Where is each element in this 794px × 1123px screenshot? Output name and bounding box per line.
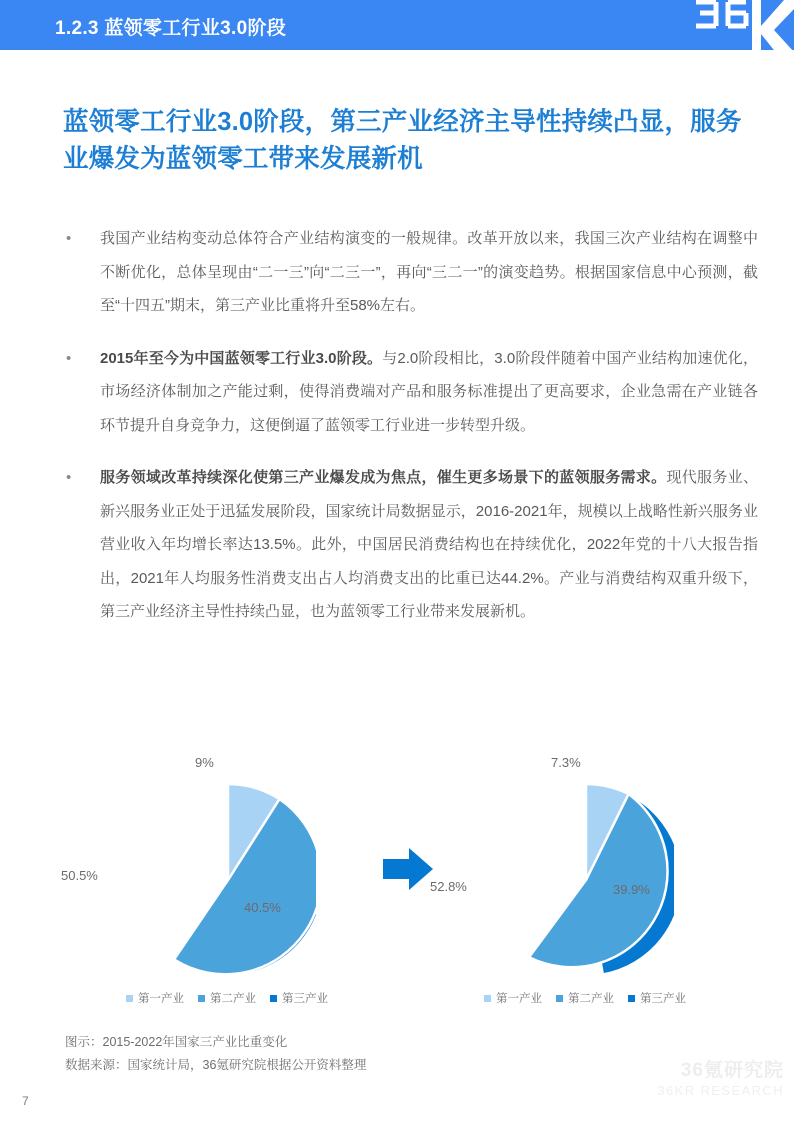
legend-item-second-industry[interactable] <box>198 990 256 1006</box>
pie-label-third-industry: 52.8% <box>430 879 467 894</box>
legend-item-second-industry[interactable] <box>556 990 614 1006</box>
pie-legend-2022 <box>420 990 750 1006</box>
watermark <box>604 1061 784 1098</box>
transition-arrow <box>383 848 433 890</box>
bullet-lead: 服务领域改革持续深化使第三产业爆发成为焦点，催生更多场景下的蓝领服务需求。 <box>100 469 667 486</box>
legend-item-third-industry[interactable] <box>270 990 328 1006</box>
pie-label-third-industry: 50.5% <box>61 868 98 883</box>
bullet-text: 与2.0阶段相比，3.0阶段伴随着中国产业结构加速优化，市场经济体制加之产能过剩，使得消费端对产品和服务标准提出了更高要求，企业急需在产业链各环节提升自身竞争力，这便倒逼了蓝领零工行业进一步转型升级。 <box>100 349 758 434</box>
legend-swatch-icon <box>198 995 205 1002</box>
legend-label: 第二产业 <box>210 993 256 1005</box>
figure-caption <box>65 1031 366 1077</box>
legend-swatch-icon <box>556 995 563 1002</box>
bullet-text: 现代服务业、新兴服务业正处于迅猛发展阶段，国家统计局数据显示，2016-2021年，规模以上战略性新兴服务业营业收入年均增长率达13.5%。此外，中国居民消费结构也在持续优化，2022年党的十八大报告指出，2021年人均服务性消费支出占人均消费支出的比重已达44.2%。产业与消费结构双重升级下，第三产业经济主导性持续凸显，也为蓝领零工行业带来发展新机。 <box>100 469 758 620</box>
legend-swatch-icon <box>270 995 277 1002</box>
arrow-right-icon <box>383 848 433 890</box>
legend-label: 第二产业 <box>568 993 614 1005</box>
bullet-marker: • <box>66 349 72 367</box>
watermark-cn: 36氪研究院 <box>680 1060 784 1081</box>
pie-chart-2022 <box>420 752 750 1022</box>
page-number: 7 <box>22 1094 29 1108</box>
bullet-item <box>58 222 758 323</box>
bullet-text: 我国产业结构变动总体符合产业结构演变的一般规律。改革开放以来，我国三次产业结构在调整中不断优化，总体呈现由“二一三”向“二三一”，再向“三二一”的演变趋势。根据国家信息中心预测，截至“十四五”期末，第三产业比重将升至58%左右。 <box>100 230 758 314</box>
section-heading: 1.2.3 蓝领零工行业3.0阶段 <box>55 18 287 39</box>
pie-chart-2015 <box>62 752 392 1022</box>
legend-label: 第三产业 <box>640 993 686 1005</box>
pie-legend-2015 <box>62 990 392 1006</box>
bullet-item <box>58 461 758 629</box>
caption-source-line: 数据来源：国家统计局，36氪研究院根据公开资料整理 <box>65 1058 367 1072</box>
pie-label-first-industry: 9% <box>195 755 214 770</box>
brand-logo-36kr <box>690 0 794 60</box>
pie-svg-2015 <box>140 780 316 980</box>
watermark-en: 36KR RESEARCH <box>657 1082 784 1098</box>
caption-figure-line: 图示：2015-2022年国家三产业比重变化 <box>65 1035 288 1049</box>
pie-label-second-industry: 40.5% <box>244 900 281 915</box>
pie-svg-2022 <box>498 780 674 980</box>
bullet-marker: • <box>66 469 72 486</box>
legend-label: 第三产业 <box>282 993 328 1005</box>
bullet-marker: • <box>66 230 72 247</box>
pie-label-second-industry: 39.9% <box>613 882 650 897</box>
page-title: 蓝领零工行业3.0阶段，第三产业经济主导性持续凸显，服务业爆发为蓝领零工带来发展新机 <box>63 108 742 173</box>
legend-label: 第一产业 <box>496 993 542 1005</box>
bullet-lead: 2015年至今为中国蓝领零工行业3.0阶段。 <box>100 349 383 367</box>
logo-36kr-icon <box>690 0 794 60</box>
legend-swatch-icon <box>484 995 491 1002</box>
legend-item-third-industry[interactable] <box>628 990 686 1006</box>
legend-swatch-icon <box>126 995 133 1002</box>
body-content <box>58 222 758 648</box>
legend-item-first-industry[interactable] <box>126 990 184 1006</box>
legend-swatch-icon <box>628 995 635 1002</box>
pie-label-first-industry: 7.3% <box>551 755 581 770</box>
legend-label: 第一产业 <box>138 993 184 1005</box>
legend-item-first-industry[interactable] <box>484 990 542 1006</box>
bullet-item <box>58 342 758 443</box>
